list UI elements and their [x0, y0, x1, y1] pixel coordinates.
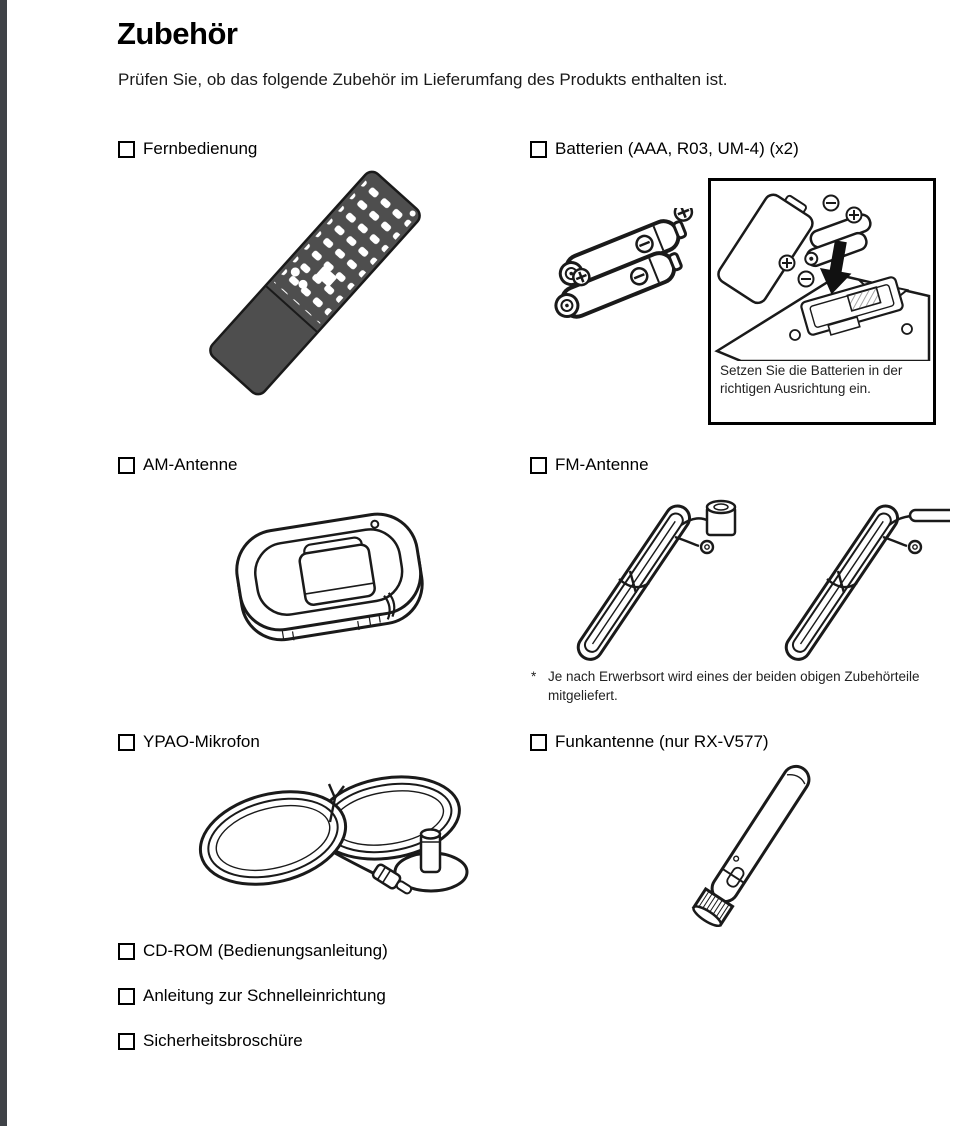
item-label: Anleitung zur Schnelleinrichtung	[143, 986, 386, 1005]
am-antenna-illustration	[222, 486, 437, 666]
footnote-asterisk: *	[531, 669, 537, 684]
fm-purchase-note	[531, 668, 935, 706]
checklist-item-am-antenne	[118, 455, 238, 475]
checklist-item-fernbedienung	[118, 139, 257, 159]
intro-text: Prüfen Sie, ob das folgende Zubehör im Lieferumfang des Produkts enthalten ist.	[118, 70, 728, 89]
checklist-item-fm-antenne	[530, 455, 649, 475]
checklist-item-schnelleinrichtung	[118, 986, 386, 1006]
item-label: Funkantenne (nur RX-V577)	[555, 732, 769, 751]
item-label: Fernbedienung	[143, 139, 258, 158]
remote-control-illustration	[195, 168, 435, 398]
checkbox-icon	[118, 141, 135, 158]
checkbox-icon	[118, 734, 135, 751]
checkbox-icon	[118, 988, 135, 1005]
checkbox-icon	[118, 943, 135, 960]
item-label: FM-Antenne	[555, 455, 649, 474]
battery-instruction-text: Setzen Sie die Batterien in der richtigen Ausrichtung ein.	[720, 363, 903, 396]
checkbox-icon	[530, 141, 547, 158]
battery-instruction-box	[708, 178, 936, 425]
ypao-microphone-illustration	[183, 756, 478, 908]
checkbox-icon	[118, 1033, 135, 1050]
item-label: Sicherheitsbroschüre	[143, 1031, 303, 1050]
checklist-item-batterien	[530, 139, 799, 159]
item-label: AM-Antenne	[143, 455, 238, 474]
checklist-item-ypao-mikrofon	[118, 732, 260, 752]
checklist-item-sicherheitsbroschuere	[118, 1031, 303, 1051]
item-label: YPAO-Mikrofon	[143, 732, 260, 751]
item-label: Batterien (AAA, R03, UM-4) (x2)	[555, 139, 799, 158]
battery-insertion-illustration	[711, 183, 933, 361]
item-label: CD-ROM (Bedienungsanleitung)	[143, 941, 388, 960]
fm-antenna-illustration	[535, 483, 950, 661]
footnote-text: Je nach Erwerbsort wird eines der beiden obigen Zubehörteile mitgeliefert.	[548, 669, 920, 703]
checkbox-icon	[118, 457, 135, 474]
batteries-illustration	[535, 208, 720, 348]
checkbox-icon	[530, 457, 547, 474]
wireless-antenna-illustration	[652, 750, 857, 938]
page-edge-bar	[0, 0, 7, 1126]
checklist-item-funkantenne	[530, 732, 769, 752]
page-title: Zubehör	[117, 16, 238, 51]
checklist-item-cdrom	[118, 941, 388, 961]
checkbox-icon	[530, 734, 547, 751]
